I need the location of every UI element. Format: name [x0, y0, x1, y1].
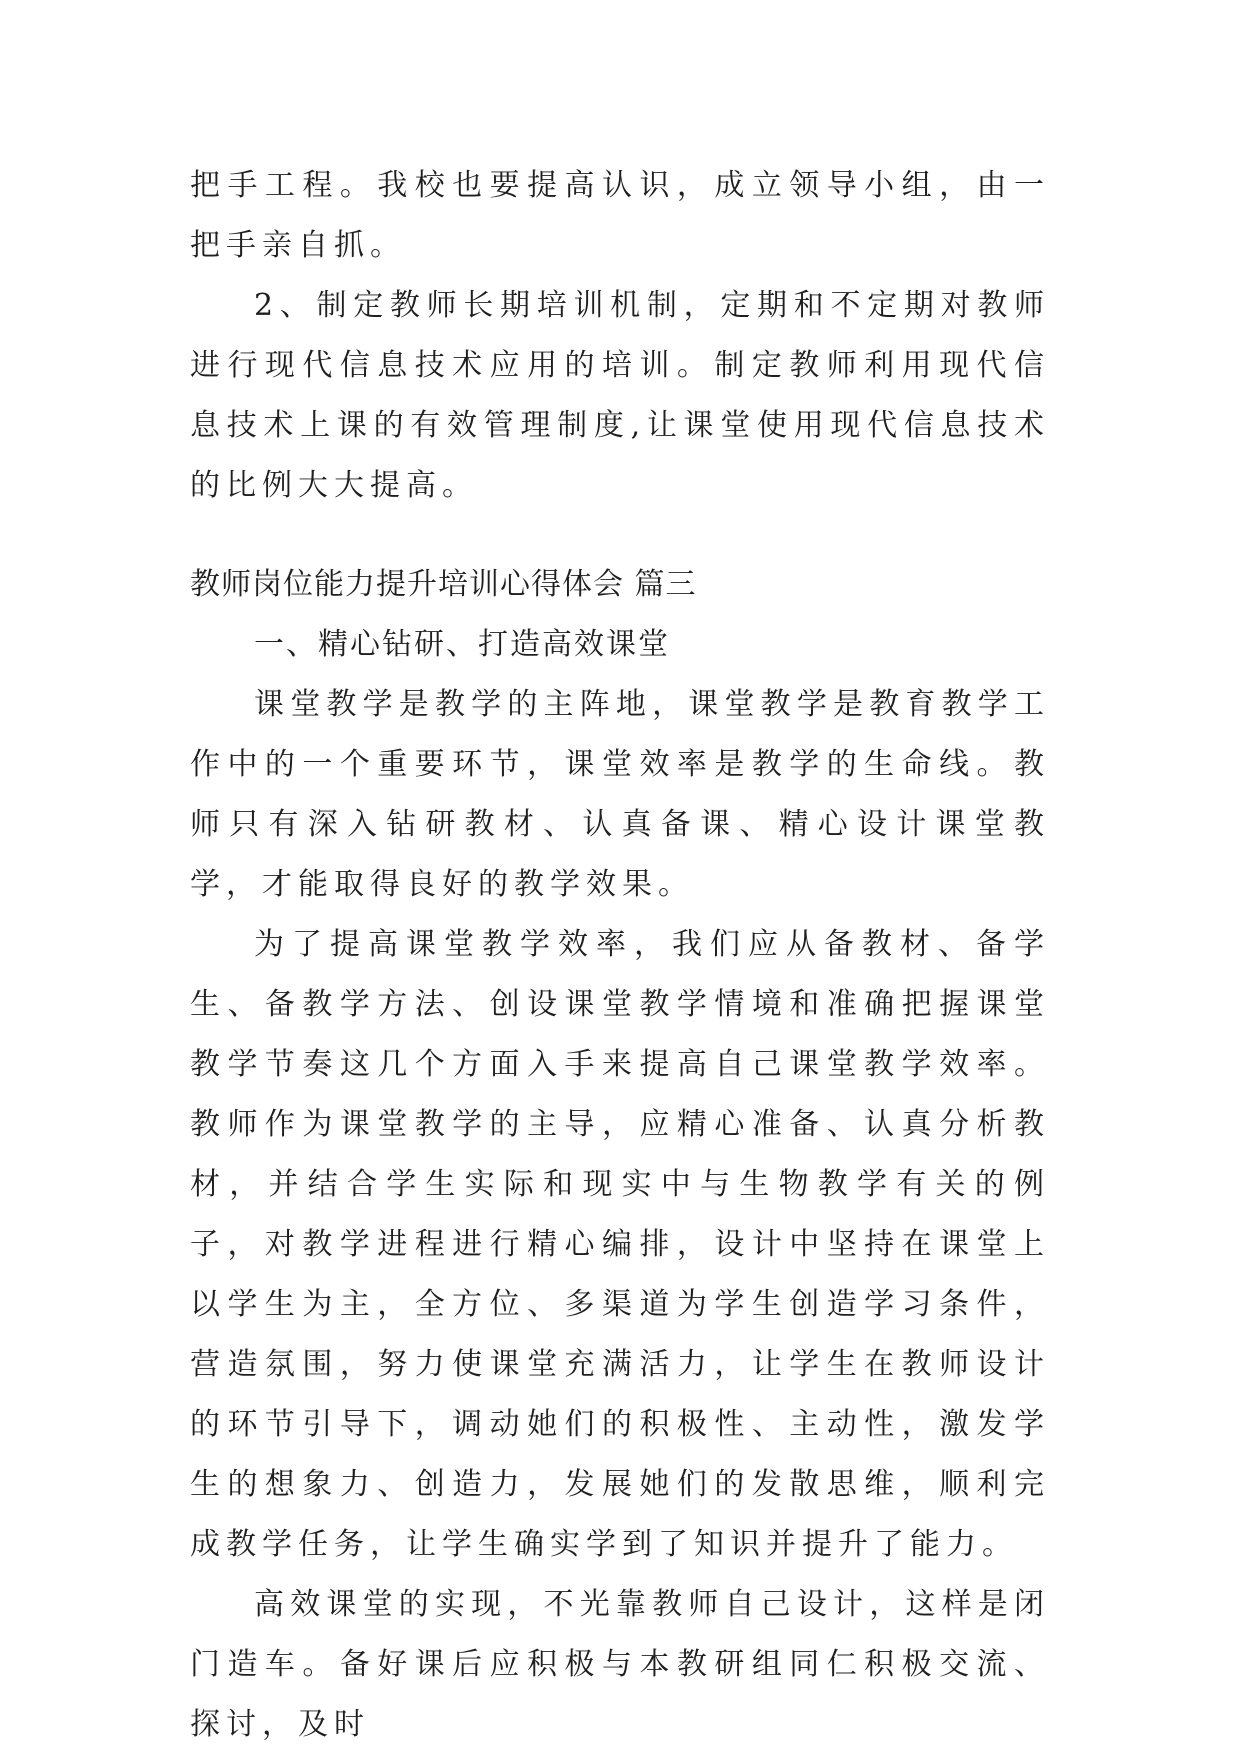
paragraph-efficient-classroom: 高效课堂的实现，不光靠教师自己设计，这样是闭门造车。备好课后应积极与本教研组同仁积极交流、探讨，及时	[190, 1587, 1050, 1742]
document-body	[190, 156, 1050, 1755]
paragraph-teaching-efficiency: 为了提高课堂教学效率，我们应从备教材、备学生、备教学方法、创设课堂教学情境和准确把握课堂教学节奏这几个方面入手来提高自己课堂教学效率。教师作为课堂教学的主导，应精心准备、认真分析教材，并结合学生实际和现实中与生物教学有关的例子，对教学进程进行精心编排，设计中坚持在课堂上以学生为主，全方位、多渠道为学生创造学习条件，营造氛围，努力使课堂充满活力，让学生在教师设计的环节引导下，调动她们的积极性、主动性，激发学生的想象力、创造力，发展她们的发散思维，顺利完成教学任务，让学生确实学到了知识并提升了能力。	[190, 927, 1050, 1562]
subsection-title: 一、精心钻研、打造高效课堂	[254, 627, 670, 662]
paragraph-training-mechanism: 2、制定教师长期培训机制，定期和不定期对教师进行现代信息技术应用的培训。制定教师利用现代信息技术上课的有效管理制度,让课堂使用现代信息技术的比例大大提高。	[190, 288, 1050, 503]
paragraph-classroom-teaching: 课堂教学是教学的主阵地，课堂教学是教育教学工作中的一个重要环节，课堂效率是教学的生命线。教师只有深入钻研教材、认真备课、精心设计课堂教学，才能取得良好的教学效果。	[190, 687, 1050, 902]
section-title: 教师岗位能力提升培训心得体会 篇三	[190, 567, 697, 602]
paragraph-continuation: 把手工程。我校也要提高认识，成立领导小组，由一把手亲自抓。	[190, 168, 1050, 263]
